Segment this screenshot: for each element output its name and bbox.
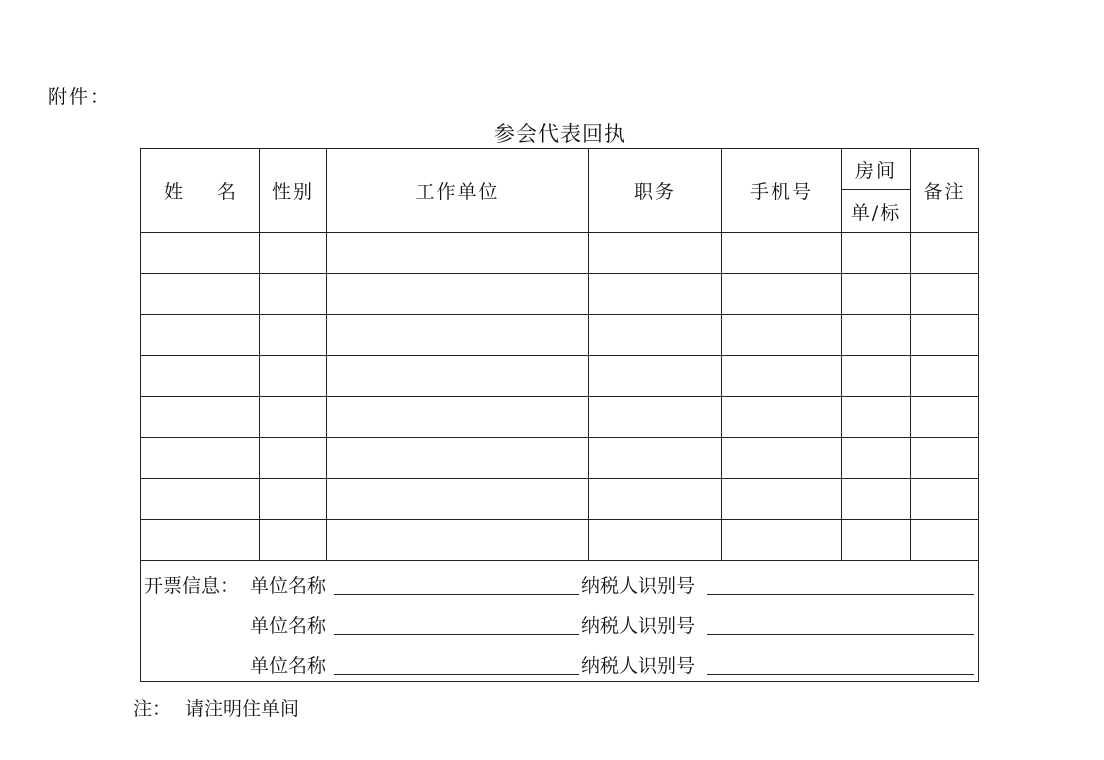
table-row — [141, 233, 979, 274]
header-name: 姓 名 — [141, 149, 260, 233]
attachment-label: 附件： — [48, 86, 112, 108]
name-cell[interactable] — [141, 479, 260, 520]
position-cell[interactable] — [589, 233, 722, 274]
position-cell[interactable] — [589, 274, 722, 315]
header-room-type: 单/标 — [842, 190, 911, 233]
room-type-cell[interactable] — [842, 356, 911, 397]
gender-cell[interactable] — [260, 274, 327, 315]
header-room: 房间 — [842, 149, 911, 190]
name-cell[interactable] — [141, 274, 260, 315]
tax-id-label: 纳税人识别号 — [581, 615, 696, 637]
phone-cell[interactable] — [722, 315, 842, 356]
footnote — [133, 694, 299, 721]
form-title: 参会代表回执 — [494, 122, 626, 146]
gender-cell[interactable] — [260, 479, 327, 520]
work-unit-cell[interactable] — [327, 438, 589, 479]
name-cell[interactable] — [141, 438, 260, 479]
gender-cell[interactable] — [260, 233, 327, 274]
header-position: 职务 — [589, 149, 722, 233]
table-row — [141, 520, 979, 561]
table-row — [141, 274, 979, 315]
phone-cell[interactable] — [722, 520, 842, 561]
room-type-cell[interactable] — [842, 397, 911, 438]
table-row — [141, 315, 979, 356]
position-cell[interactable] — [589, 397, 722, 438]
phone-cell[interactable] — [722, 274, 842, 315]
unit-name-field[interactable] — [334, 634, 579, 635]
header-gender: 性别 — [260, 149, 327, 233]
room-type-cell[interactable] — [842, 520, 911, 561]
header-remarks: 备注 — [911, 149, 979, 233]
position-cell[interactable] — [589, 315, 722, 356]
remarks-cell[interactable] — [911, 479, 979, 520]
tax-id-field[interactable] — [707, 634, 974, 635]
gender-cell[interactable] — [260, 397, 327, 438]
note-text: 请注明住单间 — [185, 698, 300, 720]
remarks-cell[interactable] — [911, 520, 979, 561]
remarks-cell[interactable] — [911, 274, 979, 315]
name-cell[interactable] — [141, 356, 260, 397]
tax-id-label: 纳税人识别号 — [581, 655, 696, 677]
gender-cell[interactable] — [260, 520, 327, 561]
tax-id-field[interactable] — [707, 594, 974, 595]
work-unit-cell[interactable] — [327, 520, 589, 561]
work-unit-cell[interactable] — [327, 274, 589, 315]
work-unit-cell[interactable] — [327, 315, 589, 356]
position-cell[interactable] — [589, 356, 722, 397]
note-label: 注： — [133, 698, 172, 720]
table-row — [141, 356, 979, 397]
phone-cell[interactable] — [722, 479, 842, 520]
room-type-cell[interactable] — [842, 233, 911, 274]
unit-name-label: 单位名称 — [250, 655, 327, 677]
room-type-cell[interactable] — [842, 479, 911, 520]
unit-name-field[interactable] — [334, 674, 579, 675]
work-unit-cell[interactable] — [327, 233, 589, 274]
invoice-label: 开票信息： — [144, 575, 240, 597]
unit-name-field[interactable] — [334, 594, 579, 595]
invoice-info — [141, 561, 979, 682]
unit-name-label: 单位名称 — [250, 575, 327, 597]
position-cell[interactable] — [589, 520, 722, 561]
phone-cell[interactable] — [722, 438, 842, 479]
gender-cell[interactable] — [260, 315, 327, 356]
remarks-cell[interactable] — [911, 356, 979, 397]
unit-name-label: 单位名称 — [250, 615, 327, 637]
name-cell[interactable] — [141, 315, 260, 356]
receipt-table — [140, 148, 979, 682]
table-row — [141, 397, 979, 438]
room-type-cell[interactable] — [842, 274, 911, 315]
phone-cell[interactable] — [722, 356, 842, 397]
remarks-cell[interactable] — [911, 233, 979, 274]
work-unit-cell[interactable] — [327, 356, 589, 397]
remarks-cell[interactable] — [911, 438, 979, 479]
header-work-unit: 工作单位 — [327, 149, 589, 233]
table-row — [141, 438, 979, 479]
tax-id-field[interactable] — [707, 674, 974, 675]
gender-cell[interactable] — [260, 356, 327, 397]
room-type-cell[interactable] — [842, 315, 911, 356]
position-cell[interactable] — [589, 479, 722, 520]
name-cell[interactable] — [141, 233, 260, 274]
invoice-line-1 — [141, 561, 978, 601]
invoice-line-2 — [141, 601, 978, 641]
gender-cell[interactable] — [260, 438, 327, 479]
invoice-line-3 — [141, 641, 978, 681]
remarks-cell[interactable] — [911, 397, 979, 438]
tax-id-label: 纳税人识别号 — [581, 575, 696, 597]
work-unit-cell[interactable] — [327, 397, 589, 438]
table-row — [141, 479, 979, 520]
room-type-cell[interactable] — [842, 438, 911, 479]
header-phone: 手机号 — [722, 149, 842, 233]
remarks-cell[interactable] — [911, 315, 979, 356]
name-cell[interactable] — [141, 397, 260, 438]
table-body — [141, 233, 979, 561]
name-cell[interactable] — [141, 520, 260, 561]
phone-cell[interactable] — [722, 233, 842, 274]
position-cell[interactable] — [589, 438, 722, 479]
phone-cell[interactable] — [722, 397, 842, 438]
work-unit-cell[interactable] — [327, 479, 589, 520]
